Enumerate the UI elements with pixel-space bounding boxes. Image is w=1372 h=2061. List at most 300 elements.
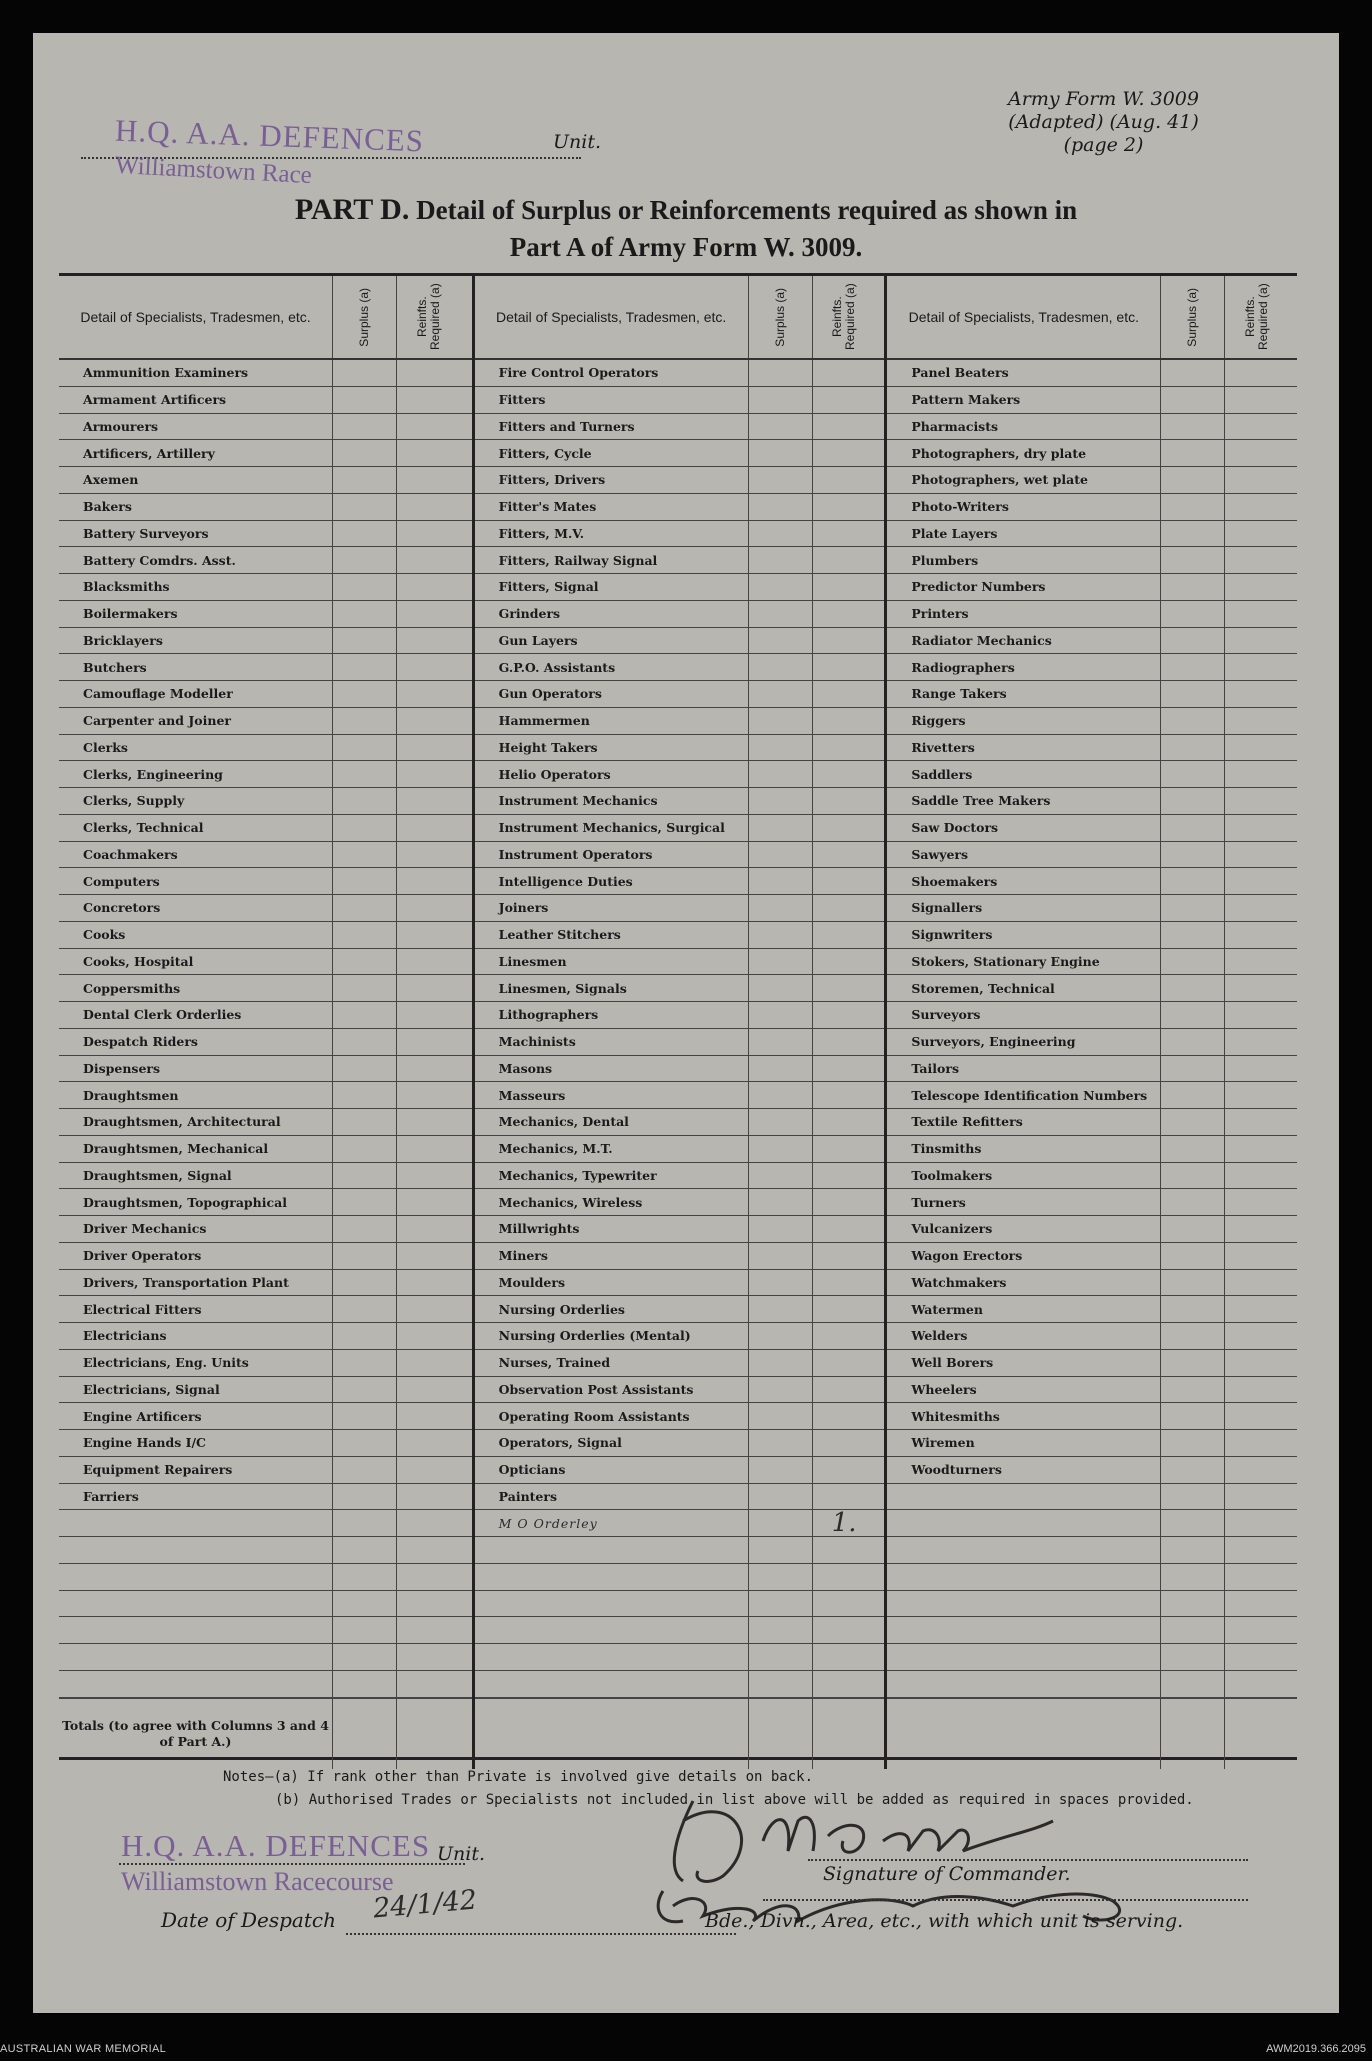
reinfts-cell[interactable] xyxy=(812,387,876,413)
reinfts-cell[interactable] xyxy=(396,1510,460,1536)
surplus-cell[interactable] xyxy=(748,708,812,734)
surplus-cell[interactable] xyxy=(332,1484,396,1510)
surplus-cell[interactable] xyxy=(748,440,812,466)
surplus-cell[interactable] xyxy=(748,414,812,440)
reinfts-cell[interactable] xyxy=(1224,1136,1288,1162)
reinfts-cell[interactable] xyxy=(1224,467,1288,493)
reinfts-cell[interactable] xyxy=(1224,1082,1288,1108)
reinfts-cell[interactable] xyxy=(396,1644,460,1670)
reinfts-cell[interactable] xyxy=(396,1564,460,1590)
reinfts-cell[interactable] xyxy=(1224,494,1288,520)
reinfts-cell[interactable] xyxy=(396,1457,460,1483)
reinfts-cell[interactable] xyxy=(1224,1617,1288,1643)
reinfts-cell[interactable] xyxy=(396,975,460,1001)
reinfts-cell[interactable] xyxy=(396,761,460,787)
reinfts-cell[interactable] xyxy=(1224,1510,1288,1536)
surplus-cell[interactable] xyxy=(1160,922,1224,948)
totals-surplus[interactable] xyxy=(332,1699,396,1769)
totals-reinfts[interactable] xyxy=(1224,1699,1288,1769)
surplus-cell[interactable] xyxy=(332,1403,396,1429)
surplus-cell[interactable] xyxy=(332,1671,396,1697)
surplus-cell[interactable] xyxy=(1160,1109,1224,1135)
reinfts-cell[interactable] xyxy=(396,868,460,894)
surplus-cell[interactable] xyxy=(748,949,812,975)
reinfts-cell[interactable] xyxy=(812,1082,876,1108)
surplus-cell[interactable] xyxy=(748,601,812,627)
surplus-cell[interactable] xyxy=(1160,628,1224,654)
reinfts-cell[interactable] xyxy=(396,1136,460,1162)
reinfts-cell[interactable] xyxy=(396,1430,460,1456)
reinfts-cell[interactable] xyxy=(1224,387,1288,413)
surplus-cell[interactable] xyxy=(332,1109,396,1135)
surplus-cell[interactable] xyxy=(332,628,396,654)
surplus-cell[interactable] xyxy=(748,1056,812,1082)
surplus-cell[interactable] xyxy=(748,1350,812,1376)
reinfts-cell[interactable] xyxy=(396,1270,460,1296)
reinfts-cell[interactable] xyxy=(1224,1591,1288,1617)
reinfts-cell[interactable] xyxy=(396,1163,460,1189)
reinfts-cell[interactable] xyxy=(812,975,876,1001)
reinfts-cell[interactable] xyxy=(396,521,460,547)
surplus-cell[interactable] xyxy=(332,1457,396,1483)
reinfts-cell[interactable] xyxy=(1224,735,1288,761)
reinfts-cell[interactable] xyxy=(396,681,460,707)
reinfts-cell[interactable] xyxy=(1224,1403,1288,1429)
surplus-cell[interactable] xyxy=(332,440,396,466)
surplus-cell[interactable] xyxy=(748,628,812,654)
surplus-cell[interactable] xyxy=(332,467,396,493)
reinfts-cell[interactable] xyxy=(812,1457,876,1483)
surplus-cell[interactable] xyxy=(332,1029,396,1055)
reinfts-cell[interactable] xyxy=(396,628,460,654)
reinfts-cell[interactable] xyxy=(1224,601,1288,627)
surplus-cell[interactable] xyxy=(748,1403,812,1429)
surplus-cell[interactable] xyxy=(1160,574,1224,600)
reinfts-cell[interactable] xyxy=(396,735,460,761)
reinfts-cell[interactable] xyxy=(396,1484,460,1510)
reinfts-cell[interactable] xyxy=(812,708,876,734)
reinfts-cell[interactable] xyxy=(396,387,460,413)
reinfts-cell[interactable] xyxy=(396,467,460,493)
reinfts-cell[interactable] xyxy=(396,1671,460,1697)
surplus-cell[interactable] xyxy=(332,1136,396,1162)
surplus-cell[interactable] xyxy=(748,735,812,761)
surplus-cell[interactable] xyxy=(1160,387,1224,413)
reinfts-cell[interactable] xyxy=(1224,842,1288,868)
surplus-cell[interactable] xyxy=(332,761,396,787)
surplus-cell[interactable] xyxy=(332,1430,396,1456)
surplus-cell[interactable] xyxy=(748,1002,812,1028)
surplus-cell[interactable] xyxy=(748,1296,812,1322)
surplus-cell[interactable] xyxy=(748,922,812,948)
reinfts-cell[interactable] xyxy=(1224,1109,1288,1135)
reinfts-cell[interactable] xyxy=(396,1377,460,1403)
surplus-cell[interactable] xyxy=(1160,1564,1224,1590)
surplus-cell[interactable] xyxy=(748,1189,812,1215)
surplus-cell[interactable] xyxy=(748,868,812,894)
surplus-cell[interactable] xyxy=(332,574,396,600)
surplus-cell[interactable] xyxy=(332,708,396,734)
surplus-cell[interactable] xyxy=(1160,1163,1224,1189)
surplus-cell[interactable] xyxy=(748,1109,812,1135)
surplus-cell[interactable] xyxy=(332,414,396,440)
totals-surplus[interactable] xyxy=(748,1699,812,1769)
reinfts-cell[interactable] xyxy=(1224,1243,1288,1269)
reinfts-cell[interactable] xyxy=(396,949,460,975)
reinfts-cell[interactable] xyxy=(812,1323,876,1349)
reinfts-cell[interactable] xyxy=(396,1403,460,1429)
reinfts-cell[interactable] xyxy=(396,1617,460,1643)
reinfts-cell[interactable] xyxy=(396,895,460,921)
surplus-cell[interactable] xyxy=(748,1216,812,1242)
surplus-cell[interactable] xyxy=(1160,1270,1224,1296)
reinfts-cell[interactable] xyxy=(1224,1216,1288,1242)
reinfts-cell[interactable] xyxy=(396,1082,460,1108)
reinfts-cell[interactable] xyxy=(812,1243,876,1269)
reinfts-cell[interactable] xyxy=(396,1029,460,1055)
surplus-cell[interactable] xyxy=(332,601,396,627)
date-of-despatch-field[interactable] xyxy=(346,1933,736,1935)
reinfts-cell[interactable] xyxy=(396,788,460,814)
reinfts-cell[interactable] xyxy=(812,547,876,573)
surplus-cell[interactable] xyxy=(748,681,812,707)
surplus-cell[interactable] xyxy=(332,387,396,413)
surplus-cell[interactable] xyxy=(748,654,812,680)
signature-field[interactable] xyxy=(808,1859,1248,1861)
reinfts-cell[interactable] xyxy=(396,414,460,440)
surplus-cell[interactable] xyxy=(1160,1056,1224,1082)
surplus-cell[interactable] xyxy=(1160,681,1224,707)
reinfts-cell[interactable] xyxy=(812,628,876,654)
surplus-cell[interactable] xyxy=(748,1484,812,1510)
reinfts-cell[interactable] xyxy=(812,1591,876,1617)
reinfts-cell[interactable] xyxy=(812,1617,876,1643)
surplus-cell[interactable] xyxy=(332,842,396,868)
reinfts-cell[interactable] xyxy=(1224,975,1288,1001)
reinfts-cell[interactable] xyxy=(1224,628,1288,654)
surplus-cell[interactable] xyxy=(1160,1484,1224,1510)
reinfts-cell[interactable] xyxy=(812,949,876,975)
reinfts-cell[interactable] xyxy=(812,1377,876,1403)
surplus-cell[interactable] xyxy=(1160,1430,1224,1456)
reinfts-cell[interactable] xyxy=(396,1216,460,1242)
reinfts-cell[interactable] xyxy=(1224,761,1288,787)
surplus-cell[interactable] xyxy=(332,1377,396,1403)
reinfts-cell[interactable] xyxy=(1224,895,1288,921)
reinfts-cell[interactable] xyxy=(812,360,876,386)
surplus-cell[interactable] xyxy=(332,1564,396,1590)
surplus-cell[interactable] xyxy=(332,1216,396,1242)
reinfts-cell[interactable] xyxy=(812,494,876,520)
reinfts-cell[interactable] xyxy=(396,1109,460,1135)
surplus-cell[interactable] xyxy=(332,1163,396,1189)
reinfts-cell[interactable] xyxy=(396,1591,460,1617)
surplus-cell[interactable] xyxy=(332,735,396,761)
reinfts-cell[interactable] xyxy=(396,1537,460,1563)
surplus-cell[interactable] xyxy=(332,1189,396,1215)
surplus-cell[interactable] xyxy=(748,1537,812,1563)
reinfts-cell[interactable] xyxy=(812,1484,876,1510)
surplus-cell[interactable] xyxy=(748,574,812,600)
reinfts-cell[interactable] xyxy=(812,467,876,493)
surplus-cell[interactable] xyxy=(1160,1591,1224,1617)
reinfts-cell[interactable] xyxy=(396,1323,460,1349)
reinfts-cell[interactable] xyxy=(396,842,460,868)
surplus-cell[interactable] xyxy=(332,1002,396,1028)
surplus-cell[interactable] xyxy=(748,467,812,493)
surplus-cell[interactable] xyxy=(332,654,396,680)
reinfts-cell[interactable] xyxy=(812,1216,876,1242)
surplus-cell[interactable] xyxy=(748,1457,812,1483)
surplus-cell[interactable] xyxy=(748,815,812,841)
surplus-cell[interactable] xyxy=(1160,1644,1224,1670)
reinfts-cell[interactable] xyxy=(812,521,876,547)
surplus-cell[interactable] xyxy=(748,842,812,868)
surplus-cell[interactable] xyxy=(1160,1377,1224,1403)
reinfts-cell[interactable] xyxy=(1224,1002,1288,1028)
reinfts-cell[interactable] xyxy=(1224,1430,1288,1456)
reinfts-cell[interactable] xyxy=(812,601,876,627)
reinfts-cell[interactable] xyxy=(812,868,876,894)
handwritten-reinfts[interactable]: 1. xyxy=(812,1510,876,1536)
surplus-cell[interactable] xyxy=(1160,975,1224,1001)
reinfts-cell[interactable] xyxy=(812,895,876,921)
surplus-cell[interactable] xyxy=(1160,735,1224,761)
reinfts-cell[interactable] xyxy=(1224,1056,1288,1082)
surplus-cell[interactable] xyxy=(1160,654,1224,680)
surplus-cell[interactable] xyxy=(1160,360,1224,386)
surplus-cell[interactable] xyxy=(748,788,812,814)
reinfts-cell[interactable] xyxy=(1224,414,1288,440)
reinfts-cell[interactable] xyxy=(812,1430,876,1456)
reinfts-cell[interactable] xyxy=(396,815,460,841)
totals-reinfts[interactable] xyxy=(396,1699,460,1769)
surplus-cell[interactable] xyxy=(748,1136,812,1162)
reinfts-cell[interactable] xyxy=(812,815,876,841)
surplus-cell[interactable] xyxy=(748,360,812,386)
reinfts-cell[interactable] xyxy=(396,440,460,466)
surplus-cell[interactable] xyxy=(332,1591,396,1617)
reinfts-cell[interactable] xyxy=(1224,1323,1288,1349)
surplus-cell[interactable] xyxy=(1160,949,1224,975)
surplus-cell[interactable] xyxy=(332,1056,396,1082)
surplus-cell[interactable] xyxy=(1160,1002,1224,1028)
reinfts-cell[interactable] xyxy=(812,1564,876,1590)
surplus-cell[interactable] xyxy=(1160,788,1224,814)
surplus-cell[interactable] xyxy=(748,1671,812,1697)
reinfts-cell[interactable] xyxy=(396,1189,460,1215)
reinfts-cell[interactable] xyxy=(812,735,876,761)
reinfts-cell[interactable] xyxy=(396,574,460,600)
surplus-cell[interactable] xyxy=(748,1270,812,1296)
surplus-cell[interactable] xyxy=(1160,521,1224,547)
surplus-cell[interactable] xyxy=(1160,895,1224,921)
surplus-cell[interactable] xyxy=(748,1510,812,1536)
surplus-cell[interactable] xyxy=(332,1082,396,1108)
reinfts-cell[interactable] xyxy=(1224,922,1288,948)
reinfts-cell[interactable] xyxy=(396,1056,460,1082)
reinfts-cell[interactable] xyxy=(1224,1163,1288,1189)
reinfts-cell[interactable] xyxy=(812,1671,876,1697)
surplus-cell[interactable] xyxy=(1160,547,1224,573)
reinfts-cell[interactable] xyxy=(812,574,876,600)
surplus-cell[interactable] xyxy=(332,895,396,921)
reinfts-cell[interactable] xyxy=(1224,654,1288,680)
surplus-cell[interactable] xyxy=(748,1029,812,1055)
reinfts-cell[interactable] xyxy=(812,1350,876,1376)
surplus-cell[interactable] xyxy=(1160,708,1224,734)
surplus-cell[interactable] xyxy=(748,1082,812,1108)
surplus-cell[interactable] xyxy=(332,494,396,520)
reinfts-cell[interactable] xyxy=(1224,1484,1288,1510)
reinfts-cell[interactable] xyxy=(396,1002,460,1028)
reinfts-cell[interactable] xyxy=(812,681,876,707)
surplus-cell[interactable] xyxy=(1160,868,1224,894)
reinfts-cell[interactable] xyxy=(396,654,460,680)
surplus-cell[interactable] xyxy=(748,1430,812,1456)
reinfts-cell[interactable] xyxy=(812,1056,876,1082)
surplus-cell[interactable] xyxy=(1160,1136,1224,1162)
surplus-cell[interactable] xyxy=(1160,1296,1224,1322)
surplus-cell[interactable] xyxy=(332,360,396,386)
reinfts-cell[interactable] xyxy=(1224,868,1288,894)
reinfts-cell[interactable] xyxy=(396,547,460,573)
reinfts-cell[interactable] xyxy=(812,1136,876,1162)
surplus-cell[interactable] xyxy=(332,1296,396,1322)
reinfts-cell[interactable] xyxy=(1224,360,1288,386)
reinfts-cell[interactable] xyxy=(1224,949,1288,975)
surplus-cell[interactable] xyxy=(332,1270,396,1296)
reinfts-cell[interactable] xyxy=(812,1002,876,1028)
reinfts-cell[interactable] xyxy=(1224,521,1288,547)
reinfts-cell[interactable] xyxy=(812,1537,876,1563)
surplus-cell[interactable] xyxy=(1160,414,1224,440)
reinfts-cell[interactable] xyxy=(396,601,460,627)
reinfts-cell[interactable] xyxy=(1224,708,1288,734)
totals-reinfts[interactable] xyxy=(812,1699,876,1769)
surplus-cell[interactable] xyxy=(1160,1457,1224,1483)
surplus-cell[interactable] xyxy=(748,1377,812,1403)
surplus-cell[interactable] xyxy=(1160,1671,1224,1697)
reinfts-cell[interactable] xyxy=(812,922,876,948)
surplus-cell[interactable] xyxy=(1160,1403,1224,1429)
surplus-cell[interactable] xyxy=(332,1350,396,1376)
surplus-cell[interactable] xyxy=(332,1617,396,1643)
surplus-cell[interactable] xyxy=(1160,842,1224,868)
surplus-cell[interactable] xyxy=(748,547,812,573)
surplus-cell[interactable] xyxy=(748,1564,812,1590)
surplus-cell[interactable] xyxy=(1160,601,1224,627)
surplus-cell[interactable] xyxy=(332,1537,396,1563)
reinfts-cell[interactable] xyxy=(1224,788,1288,814)
reinfts-cell[interactable] xyxy=(1224,440,1288,466)
surplus-cell[interactable] xyxy=(748,1644,812,1670)
reinfts-cell[interactable] xyxy=(1224,1029,1288,1055)
surplus-cell[interactable] xyxy=(332,922,396,948)
reinfts-cell[interactable] xyxy=(396,708,460,734)
surplus-cell[interactable] xyxy=(1160,494,1224,520)
surplus-cell[interactable] xyxy=(748,1617,812,1643)
surplus-cell[interactable] xyxy=(748,1591,812,1617)
reinfts-cell[interactable] xyxy=(1224,1189,1288,1215)
surplus-cell[interactable] xyxy=(1160,815,1224,841)
surplus-cell[interactable] xyxy=(332,1644,396,1670)
reinfts-cell[interactable] xyxy=(812,440,876,466)
surplus-cell[interactable] xyxy=(332,1323,396,1349)
surplus-cell[interactable] xyxy=(332,788,396,814)
reinfts-cell[interactable] xyxy=(812,1403,876,1429)
surplus-cell[interactable] xyxy=(332,949,396,975)
reinfts-cell[interactable] xyxy=(1224,1537,1288,1563)
reinfts-cell[interactable] xyxy=(812,1163,876,1189)
surplus-cell[interactable] xyxy=(1160,1216,1224,1242)
surplus-cell[interactable] xyxy=(748,387,812,413)
surplus-cell[interactable] xyxy=(748,761,812,787)
bde-field[interactable] xyxy=(763,1899,1248,1901)
surplus-cell[interactable] xyxy=(1160,467,1224,493)
reinfts-cell[interactable] xyxy=(1224,1296,1288,1322)
surplus-cell[interactable] xyxy=(1160,1350,1224,1376)
reinfts-cell[interactable] xyxy=(1224,1564,1288,1590)
surplus-cell[interactable] xyxy=(1160,1082,1224,1108)
reinfts-cell[interactable] xyxy=(812,1029,876,1055)
reinfts-cell[interactable] xyxy=(812,1109,876,1135)
surplus-cell[interactable] xyxy=(1160,1537,1224,1563)
surplus-cell[interactable] xyxy=(748,975,812,1001)
reinfts-cell[interactable] xyxy=(396,1350,460,1376)
reinfts-cell[interactable] xyxy=(1224,574,1288,600)
surplus-cell[interactable] xyxy=(748,521,812,547)
surplus-cell[interactable] xyxy=(1160,440,1224,466)
reinfts-cell[interactable] xyxy=(1224,1350,1288,1376)
surplus-cell[interactable] xyxy=(332,681,396,707)
surplus-cell[interactable] xyxy=(748,494,812,520)
surplus-cell[interactable] xyxy=(1160,1189,1224,1215)
reinfts-cell[interactable] xyxy=(812,842,876,868)
surplus-cell[interactable] xyxy=(748,1163,812,1189)
surplus-cell[interactable] xyxy=(332,521,396,547)
reinfts-cell[interactable] xyxy=(396,1243,460,1269)
reinfts-cell[interactable] xyxy=(1224,1644,1288,1670)
surplus-cell[interactable] xyxy=(1160,1323,1224,1349)
reinfts-cell[interactable] xyxy=(1224,815,1288,841)
reinfts-cell[interactable] xyxy=(812,1296,876,1322)
reinfts-cell[interactable] xyxy=(1224,547,1288,573)
surplus-cell[interactable] xyxy=(1160,1029,1224,1055)
reinfts-cell[interactable] xyxy=(396,1296,460,1322)
reinfts-cell[interactable] xyxy=(812,1189,876,1215)
reinfts-cell[interactable] xyxy=(396,922,460,948)
surplus-cell[interactable] xyxy=(1160,1243,1224,1269)
surplus-cell[interactable] xyxy=(332,815,396,841)
reinfts-cell[interactable] xyxy=(812,654,876,680)
surplus-cell[interactable] xyxy=(748,895,812,921)
surplus-cell[interactable] xyxy=(1160,1617,1224,1643)
reinfts-cell[interactable] xyxy=(812,788,876,814)
reinfts-cell[interactable] xyxy=(1224,1377,1288,1403)
reinfts-cell[interactable] xyxy=(1224,1671,1288,1697)
totals-surplus[interactable] xyxy=(1160,1699,1224,1769)
reinfts-cell[interactable] xyxy=(812,1270,876,1296)
surplus-cell[interactable] xyxy=(748,1243,812,1269)
surplus-cell[interactable] xyxy=(1160,761,1224,787)
reinfts-cell[interactable] xyxy=(396,360,460,386)
surplus-cell[interactable] xyxy=(332,547,396,573)
reinfts-cell[interactable] xyxy=(812,414,876,440)
reinfts-cell[interactable] xyxy=(1224,1457,1288,1483)
surplus-cell[interactable] xyxy=(332,1243,396,1269)
reinfts-cell[interactable] xyxy=(812,761,876,787)
